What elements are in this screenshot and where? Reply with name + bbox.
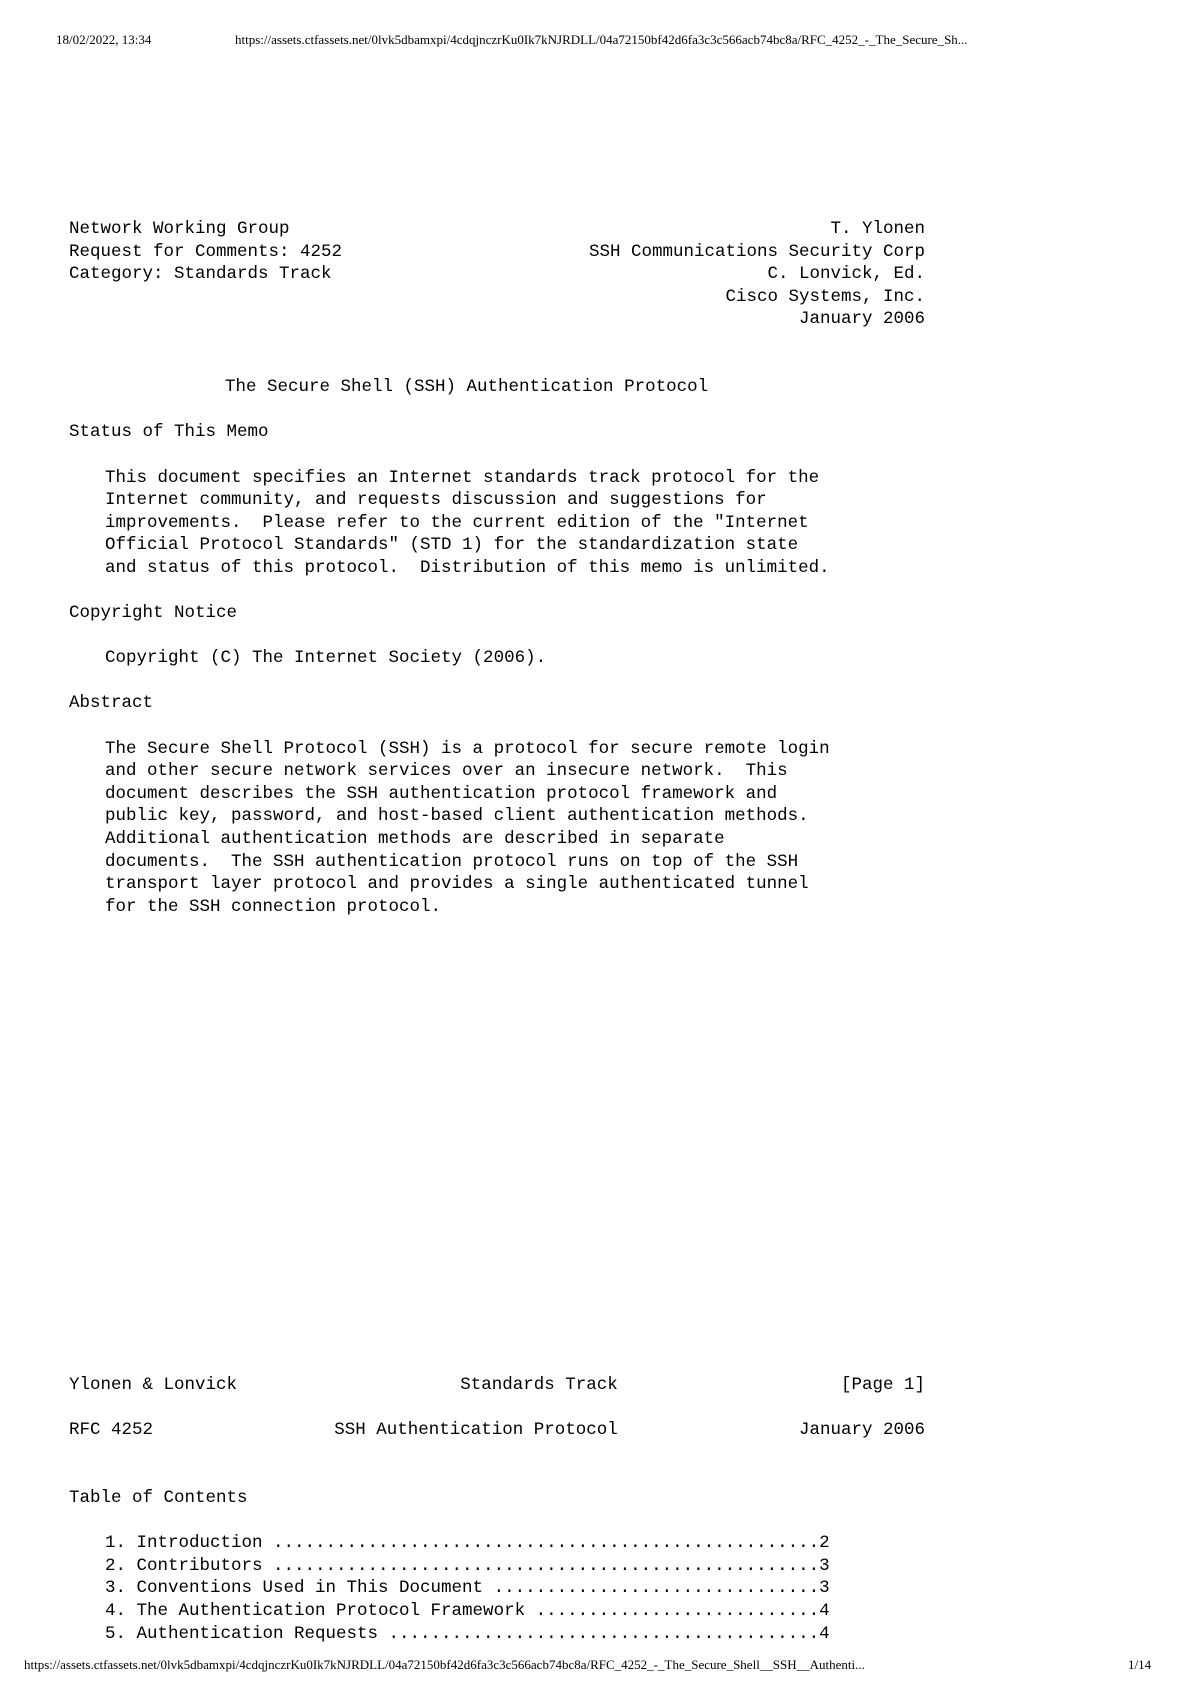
rfc-header-row-4: Cisco Systems, Inc.: [725, 286, 925, 307]
status-line: Official Protocol Standards" (STD 1) for the standardization state: [105, 535, 799, 556]
footer-page: [Page 1]: [840, 1375, 925, 1395]
rfc-header-row-2: Request for Comments: 4252 SSH Communications Security Corp: [69, 241, 925, 262]
document-title: The Secure Shell (SSH) Authentication Protocol: [225, 377, 709, 398]
abstract-heading: Abstract: [69, 693, 154, 714]
toc-item-conventions[interactable]: 3. Conventions Used in This Document ...............................3: [105, 1578, 830, 1599]
status-line: and status of this protocol. Distribution of this memo is unlimited.: [105, 557, 830, 578]
status-heading: Status of This Memo: [69, 422, 269, 443]
rfc-page-footer: [69, 1374, 925, 1645]
page2-date: January 2006: [798, 1420, 925, 1441]
print-page-count: 1/14: [1128, 1657, 1152, 1672]
page-footer-row: [69, 1374, 925, 1397]
rfc-header-row-3: Category: Standards Track C. Lonvick, Ed.: [69, 264, 925, 285]
toc-item-auth-requests[interactable]: 5. Authentication Requests .........................................4: [105, 1623, 830, 1644]
rfc-header-row-1: Network Working Group T. Ylonen: [69, 219, 925, 239]
rfc-page-1: [69, 218, 925, 918]
toc-item-introduction[interactable]: 1. Introduction ....................................................2: [105, 1533, 830, 1554]
print-header-url[interactable]: https://assets.ctfassets.net/0lvk5dbamxpi/4cdqjnczrKu0Ik7kNJRDLL/04a72150bf42d6fa3c3c566acb74bc8a/RFC_4252_-_The_Secure_Sh...: [235, 32, 968, 47]
abstract-line: document describes the SSH authentication protocol framework and: [105, 783, 778, 804]
abstract-line: The Secure Shell Protocol (SSH) is a protocol for secure remote login: [105, 738, 830, 759]
abstract-line: and other secure network services over an insecure network. This: [105, 761, 788, 782]
toc-item-contributors[interactable]: 2. Contributors ....................................................3: [105, 1555, 830, 1576]
page2-title: SSH Authentication Protocol: [334, 1420, 618, 1441]
copyright-heading: Copyright Notice: [69, 603, 238, 624]
page2-rfc-number: RFC 4252: [69, 1420, 154, 1441]
footer-category: Standards Track: [460, 1375, 618, 1395]
print-footer-url[interactable]: https://assets.ctfassets.net/0lvk5dbamxpi/4cdqjnczrKu0Ik7kNJRDLL/04a72150bf42d6fa3c3c566acb74bc8a/RFC_4252_-_The_Secure_Shell__SSH__Authenti...: [24, 1657, 865, 1672]
abstract-line: documents. The SSH authentication protocol runs on top of the SSH: [105, 851, 799, 872]
copyright-text: Copyright (C) The Internet Society (2006).: [105, 648, 547, 669]
toc-item-framework[interactable]: 4. The Authentication Protocol Framework ...........................4: [105, 1600, 830, 1621]
rfc-header-row-5: January 2006: [798, 309, 925, 330]
page2-header-row: [69, 1419, 925, 1442]
print-date: 18/02/2022, 13:34: [56, 32, 152, 47]
status-line: This document specifies an Internet standards track protocol for the: [105, 467, 820, 488]
status-line: improvements. Please refer to the current edition of the "Internet: [105, 512, 809, 533]
abstract-line: Additional authentication methods are described in separate: [105, 829, 725, 850]
footer-authors: Ylonen & Lonvick: [69, 1375, 238, 1395]
status-line: Internet community, and requests discussion and suggestions for: [105, 490, 767, 511]
abstract-line: public key, password, and host-based client authentication methods.: [105, 806, 809, 827]
abstract-line: transport layer protocol and provides a single authenticated tunnel: [105, 874, 809, 895]
abstract-line: for the SSH connection protocol.: [105, 896, 442, 917]
toc-heading: Table of Contents: [69, 1487, 248, 1508]
